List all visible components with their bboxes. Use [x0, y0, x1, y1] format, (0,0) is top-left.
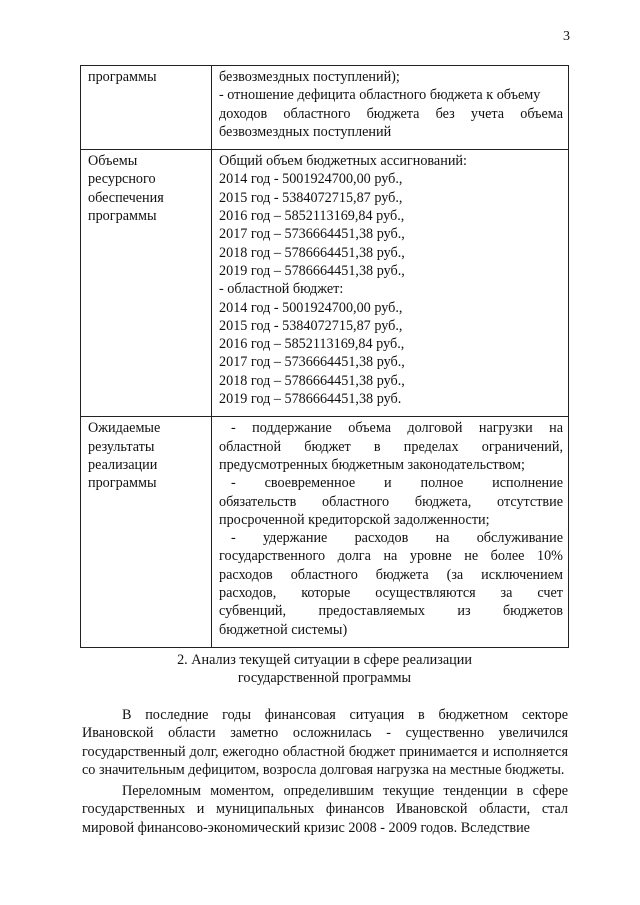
- row-content-line: обязательств областного бюджета, отсутствие: [219, 493, 563, 510]
- row-label-line: результаты: [88, 438, 155, 455]
- row-content-line: 2014 год - 5001924700,00 руб.,: [219, 171, 403, 188]
- table-row: [81, 66, 569, 150]
- row-label-cell: [81, 66, 212, 150]
- row-content-line: государственного долга на уровне не более 10%: [219, 548, 563, 565]
- row-content-line: субвенций, предоставляемых из бюджетов: [219, 603, 563, 620]
- row-label-line: реализации: [88, 456, 158, 473]
- row-content-cell: [212, 66, 569, 150]
- row-content-line: 2015 год - 5384072715,87 руб.,: [219, 317, 403, 334]
- row-content-line: расходов, которые осуществляются за счет: [219, 585, 563, 602]
- table-body: [81, 66, 569, 648]
- row-content-line: 2019 год – 5786664451,38 руб.: [219, 391, 402, 408]
- row-content-line: предусмотренных бюджетным законодательством;: [219, 456, 525, 473]
- row-label-line: обеспечения: [88, 189, 164, 206]
- row-content-line: 2018 год – 5786664451,38 руб.,: [219, 372, 405, 389]
- row-label-line: программы: [88, 208, 157, 225]
- row-content-line: - поддержание объема долговой нагрузки на: [231, 420, 563, 437]
- row-content-line: 2014 год - 5001924700,00 руб.,: [219, 299, 403, 316]
- row-label-cell: [81, 417, 212, 648]
- row-label-line: Ожидаемые: [88, 420, 161, 437]
- row-content-line: бюджетной системы): [219, 621, 348, 638]
- paragraph: Переломным моментом, определившим текущие тенденции в сфере государственных и муниципальных финансов Ивановской области, стал мировой финансово-экономический кризис 2008 - 2009 годов. Вследствие: [82, 783, 568, 836]
- row-label-line: Объемы: [88, 153, 138, 170]
- table-row: [81, 417, 569, 648]
- row-content-line: расходов областного бюджета (за исключением: [219, 566, 563, 583]
- row-label-line: ресурсного: [88, 171, 156, 188]
- row-content-line: безвозмездных поступлений: [219, 123, 392, 140]
- row-content-line: 2018 год – 5786664451,38 руб.,: [219, 244, 405, 261]
- row-content-line: - областной бюджет:: [219, 281, 344, 298]
- row-label-cell: [81, 150, 212, 417]
- row-label-line: программы: [88, 475, 157, 492]
- row-content-line: доходов областного бюджета без учета объема: [219, 105, 563, 122]
- row-content-line: 2016 год – 5852113169,84 руб.,: [219, 336, 405, 353]
- row-content-cell: [212, 417, 569, 648]
- row-content-line: 2015 год - 5384072715,87 руб.,: [219, 189, 403, 206]
- row-content-line: 2017 год – 5736664451,38 руб.,: [219, 226, 405, 243]
- paragraph: В последние годы финансовая ситуация в бюджетном секторе Ивановской области заметно осложнилась - существенно увеличился государственный долг, ежегодно областной бюджет принимается и исполняется со значительным дефицитом, возросла долговая нагрузка на местные бюджеты.: [82, 707, 568, 778]
- row-content-line: 2017 год – 5736664451,38 руб.,: [219, 354, 405, 371]
- row-content-line: 2016 год – 5852113169,84 руб.,: [219, 208, 405, 225]
- program-passport-table: [80, 65, 569, 648]
- section-title: [80, 651, 569, 688]
- row-content-line: - удержание расходов на обслуживание: [231, 530, 563, 547]
- row-content-line: областной бюджет в пределах ограничений,: [219, 438, 563, 455]
- row-content-cell: [212, 150, 569, 417]
- row-label-line: программы: [88, 69, 157, 85]
- section-title-line: государственной программы: [237, 670, 412, 687]
- row-content-line: Общий объем бюджетных ассигнований:: [219, 153, 467, 170]
- row-content-line: просроченной кредиторской задолженности;: [219, 511, 490, 528]
- row-content-line: безвозмездных поступлений);: [219, 69, 400, 85]
- row-content-line: - отношение дефицита областного бюджета к объему: [219, 87, 541, 104]
- body-text: [82, 706, 568, 840]
- page-number: 3: [563, 29, 570, 44]
- table-row: [81, 150, 569, 417]
- section-title-line: 2. Анализ текущей ситуации в сфере реализации: [177, 652, 472, 668]
- row-content-line: - своевременное и полное исполнение: [231, 475, 563, 492]
- row-content-line: 2019 год – 5786664451,38 руб.,: [219, 262, 405, 279]
